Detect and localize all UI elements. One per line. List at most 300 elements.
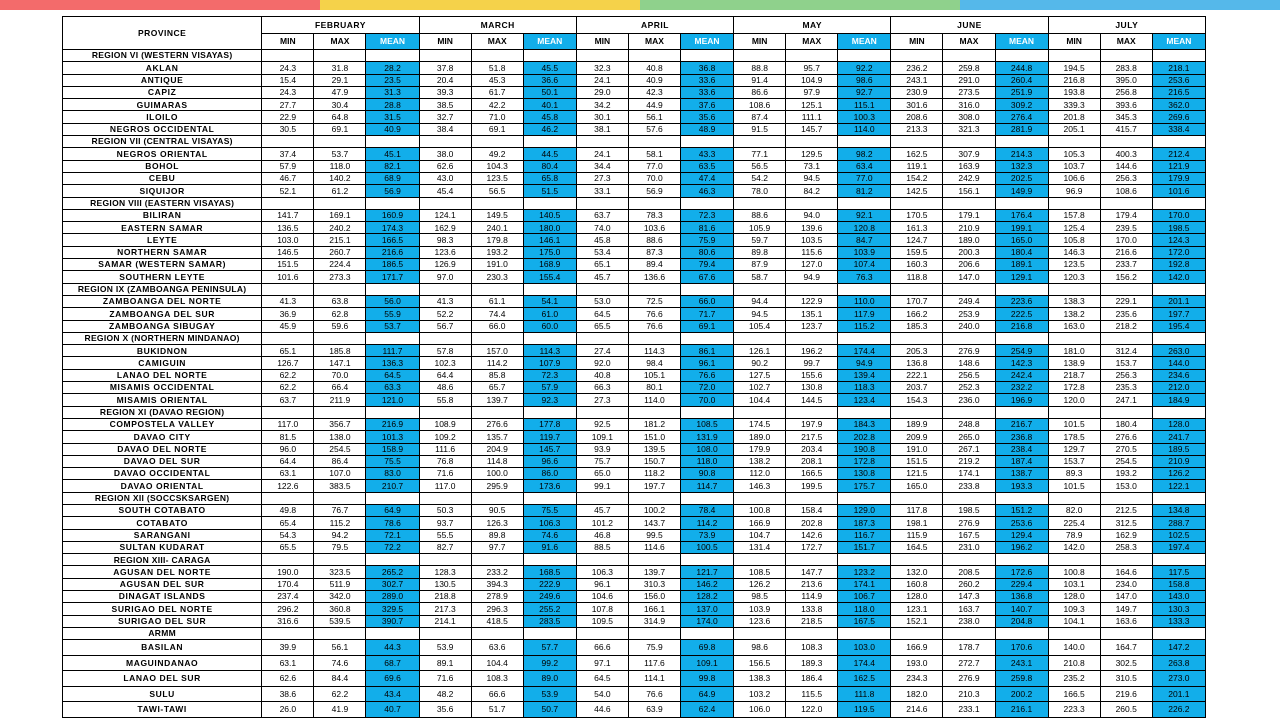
region-row-empty-cell — [262, 554, 314, 566]
table-row — [63, 99, 1206, 111]
region-row-empty-cell — [995, 627, 1048, 639]
value-cell-max: 85.8 — [471, 369, 523, 381]
region-row-empty-cell — [576, 197, 628, 209]
value-cell-min: 98.5 — [734, 591, 786, 603]
value-cell-max: 240.2 — [314, 222, 366, 234]
value-cell-mean: 172.0 — [1152, 246, 1205, 258]
region-row-empty-cell — [1048, 554, 1100, 566]
province-name: DINAGAT ISLANDS — [63, 591, 262, 603]
value-cell-min: 208.6 — [891, 111, 943, 123]
month-header-july: JULY — [1048, 17, 1205, 34]
region-row-empty-cell — [1100, 554, 1152, 566]
value-cell-mean: 118.3 — [838, 382, 891, 394]
table-row — [63, 455, 1206, 467]
value-cell-min: 88.5 — [576, 541, 628, 553]
value-cell-min: 136.5 — [262, 222, 314, 234]
value-cell-max: 66.0 — [471, 320, 523, 332]
value-cell-mean: 142.3 — [995, 357, 1048, 369]
value-cell-max: 140.2 — [314, 172, 366, 184]
value-cell-max: 206.6 — [943, 259, 995, 271]
value-cell-mean: 273.0 — [1152, 671, 1205, 687]
value-cell-max: 174.1 — [943, 468, 995, 480]
value-cell-max: 197.7 — [628, 480, 680, 492]
region-row-empty-cell — [681, 197, 734, 209]
value-cell-min: 82.0 — [1048, 504, 1100, 516]
value-cell-min: 105.3 — [1048, 148, 1100, 160]
value-cell-mean: 103.0 — [838, 640, 891, 656]
value-cell-mean: 259.8 — [995, 671, 1048, 687]
table-row — [63, 517, 1206, 529]
value-cell-min: 56.7 — [419, 320, 471, 332]
value-cell-min: 38.5 — [419, 99, 471, 111]
value-cell-min: 100.8 — [734, 504, 786, 516]
value-cell-mean: 114.3 — [523, 345, 576, 357]
province-name: MAGUINDANAO — [63, 655, 262, 671]
region-row-empty-cell — [314, 50, 366, 62]
value-cell-min: 26.0 — [262, 702, 314, 718]
value-cell-mean: 28.8 — [366, 99, 419, 111]
region-row-empty-cell — [366, 492, 419, 504]
value-cell-mean: 222.9 — [523, 578, 576, 590]
region-row-empty-cell — [891, 197, 943, 209]
value-cell-max: 144.5 — [786, 394, 838, 406]
value-cell-min: 121.5 — [891, 468, 943, 480]
value-cell-max: 253.9 — [943, 308, 995, 320]
value-cell-max: 118.2 — [628, 468, 680, 480]
region-header-row — [63, 627, 1206, 639]
value-cell-max: 123.7 — [786, 320, 838, 332]
region-row-empty-cell — [523, 332, 576, 344]
value-cell-mean: 56.0 — [366, 295, 419, 307]
subheader-march-max: MAX — [471, 34, 523, 50]
value-cell-mean: 36.8 — [681, 62, 734, 74]
value-cell-max: 265.0 — [943, 431, 995, 443]
value-cell-min: 55.8 — [419, 394, 471, 406]
value-cell-max: 360.8 — [314, 603, 366, 615]
region-row-empty-cell — [523, 197, 576, 209]
value-cell-mean: 124.3 — [1152, 234, 1205, 246]
value-cell-max: 77.0 — [628, 160, 680, 172]
value-cell-max: 295.9 — [471, 480, 523, 492]
value-cell-mean: 81.6 — [681, 222, 734, 234]
value-cell-min: 234.3 — [891, 671, 943, 687]
value-cell-mean: 90.8 — [681, 468, 734, 480]
value-cell-mean: 100.5 — [681, 541, 734, 553]
region-row-empty-cell — [419, 197, 471, 209]
top-bar-green-segment — [640, 0, 960, 10]
region-row-empty-cell — [576, 283, 628, 295]
value-cell-mean: 121.9 — [1152, 160, 1205, 172]
value-cell-min: 131.4 — [734, 541, 786, 553]
region-row-empty-cell — [734, 554, 786, 566]
value-cell-min: 172.8 — [1048, 382, 1100, 394]
value-cell-max: 356.7 — [314, 418, 366, 430]
value-cell-mean: 179.9 — [1152, 172, 1205, 184]
value-cell-min: 154.3 — [891, 394, 943, 406]
value-cell-min: 301.6 — [891, 99, 943, 111]
region-row-empty-cell — [786, 554, 838, 566]
value-cell-min: 92.0 — [576, 357, 628, 369]
province-name: SURIGAO DEL SUR — [63, 615, 262, 627]
subheader-may-max: MAX — [786, 34, 838, 50]
value-cell-mean: 131.9 — [681, 431, 734, 443]
value-cell-min: 94.4 — [734, 295, 786, 307]
region-row-empty-cell — [314, 197, 366, 209]
region-row-empty-cell — [1152, 492, 1205, 504]
table-row — [63, 603, 1206, 615]
value-cell-max: 63.9 — [628, 702, 680, 718]
value-cell-mean: 37.6 — [681, 99, 734, 111]
value-cell-min: 162.9 — [419, 222, 471, 234]
value-cell-mean: 170.6 — [995, 640, 1048, 656]
value-cell-mean: 117.9 — [838, 308, 891, 320]
province-name: AGUSAN DEL SUR — [63, 578, 262, 590]
value-cell-mean: 115.1 — [838, 99, 891, 111]
value-cell-max: 272.7 — [943, 655, 995, 671]
value-cell-min: 63.1 — [262, 468, 314, 480]
value-cell-min: 130.5 — [419, 578, 471, 590]
value-cell-mean: 64.9 — [681, 686, 734, 702]
region-row-empty-cell — [786, 197, 838, 209]
value-cell-max: 108.6 — [1100, 185, 1152, 197]
value-cell-mean: 171.7 — [366, 271, 419, 283]
value-cell-min: 141.7 — [262, 209, 314, 221]
value-cell-min: 39.9 — [262, 640, 314, 656]
value-cell-max: 169.1 — [314, 209, 366, 221]
region-row-empty-cell — [523, 406, 576, 418]
region-row-empty-cell — [576, 332, 628, 344]
region-row-empty-cell — [471, 554, 523, 566]
value-cell-min: 78.9 — [1048, 529, 1100, 541]
region-row-empty-cell — [1152, 283, 1205, 295]
value-cell-mean: 176.4 — [995, 209, 1048, 221]
value-cell-min: 86.6 — [734, 86, 786, 98]
region-row-empty-cell — [838, 283, 891, 295]
value-cell-max: 149.7 — [1100, 603, 1152, 615]
value-cell-max: 51.8 — [471, 62, 523, 74]
value-cell-max: 76.7 — [314, 504, 366, 516]
value-cell-min: 45.9 — [262, 320, 314, 332]
region-row-empty-cell — [1048, 332, 1100, 344]
value-cell-max: 115.2 — [314, 517, 366, 529]
value-cell-max: 56.9 — [628, 185, 680, 197]
province-name: COTABATO — [63, 517, 262, 529]
province-name: BOHOL — [63, 160, 262, 172]
value-cell-min: 57.9 — [262, 160, 314, 172]
value-cell-mean: 69.1 — [681, 320, 734, 332]
region-row-empty-cell — [419, 492, 471, 504]
value-cell-max: 208.1 — [786, 455, 838, 467]
value-cell-mean: 66.0 — [681, 295, 734, 307]
value-cell-max: 136.6 — [628, 271, 680, 283]
table-row — [63, 308, 1206, 320]
value-cell-min: 81.5 — [262, 431, 314, 443]
value-cell-min: 24.3 — [262, 86, 314, 98]
region-row-empty-cell — [1152, 406, 1205, 418]
value-cell-max: 151.0 — [628, 431, 680, 443]
subheader-july-min: MIN — [1048, 34, 1100, 50]
value-cell-min: 103.7 — [1048, 160, 1100, 172]
value-cell-min: 205.1 — [1048, 123, 1100, 135]
value-cell-max: 66.4 — [314, 382, 366, 394]
value-cell-min: 214.6 — [891, 702, 943, 718]
value-cell-min: 209.9 — [891, 431, 943, 443]
value-cell-mean: 218.1 — [1152, 62, 1205, 74]
value-cell-min: 164.5 — [891, 541, 943, 553]
value-cell-max: 114.1 — [628, 671, 680, 687]
table-row — [63, 529, 1206, 541]
value-cell-max: 259.8 — [943, 62, 995, 74]
value-cell-mean: 114.7 — [681, 480, 734, 492]
region-row-empty-cell — [1048, 406, 1100, 418]
value-cell-min: 62.2 — [262, 382, 314, 394]
region-row-empty-cell — [419, 50, 471, 62]
value-cell-max: 196.2 — [786, 345, 838, 357]
value-cell-mean: 78.4 — [681, 504, 734, 516]
subheader-july-mean: MEAN — [1152, 34, 1205, 50]
table-row — [63, 86, 1206, 98]
value-cell-mean: 122.1 — [1152, 480, 1205, 492]
value-cell-max: 86.4 — [314, 455, 366, 467]
value-cell-mean: 72.3 — [681, 209, 734, 221]
value-cell-min: 91.4 — [734, 74, 786, 86]
region-row-empty-cell — [995, 554, 1048, 566]
value-cell-max: 56.1 — [628, 111, 680, 123]
table-row — [63, 640, 1206, 656]
value-cell-mean: 23.5 — [366, 74, 419, 86]
subheader-march-min: MIN — [419, 34, 471, 50]
value-cell-min: 99.1 — [576, 480, 628, 492]
value-cell-min: 45.7 — [576, 504, 628, 516]
value-cell-min: 170.4 — [262, 578, 314, 590]
table-row — [63, 111, 1206, 123]
value-cell-min: 216.8 — [1048, 74, 1100, 86]
value-cell-min: 24.1 — [576, 74, 628, 86]
region-header-row — [63, 554, 1206, 566]
value-cell-max: 260.2 — [943, 578, 995, 590]
value-cell-min: 182.0 — [891, 686, 943, 702]
value-cell-mean: 187.3 — [838, 517, 891, 529]
province-name: LEYTE — [63, 234, 262, 246]
value-cell-max: 64.8 — [314, 111, 366, 123]
value-cell-max: 104.9 — [786, 74, 838, 86]
table-row — [63, 160, 1206, 172]
value-cell-min: 157.8 — [1048, 209, 1100, 221]
value-cell-mean: 83.0 — [366, 468, 419, 480]
value-cell-min: 30.5 — [262, 123, 314, 135]
value-cell-mean: 338.4 — [1152, 123, 1205, 135]
value-cell-max: 66.6 — [471, 686, 523, 702]
province-name: DAVAO ORIENTAL — [63, 480, 262, 492]
region-row-empty-cell — [576, 627, 628, 639]
value-cell-min: 101.5 — [1048, 480, 1100, 492]
value-cell-min: 50.3 — [419, 504, 471, 516]
province-name: TAWI-TAWI — [63, 702, 262, 718]
value-cell-min: 44.6 — [576, 702, 628, 718]
value-cell-max: 97.7 — [471, 541, 523, 553]
value-cell-max: 69.1 — [314, 123, 366, 135]
value-cell-min: 38.0 — [419, 148, 471, 160]
province-name: NORTHERN SAMAR — [63, 246, 262, 258]
value-cell-max: 107.0 — [314, 468, 366, 480]
table-row — [63, 418, 1206, 430]
region-row-empty-cell — [471, 283, 523, 295]
value-cell-max: 213.6 — [786, 578, 838, 590]
region-row-empty-cell — [1152, 332, 1205, 344]
value-cell-min: 102.7 — [734, 382, 786, 394]
value-cell-max: 70.0 — [314, 369, 366, 381]
value-cell-min: 210.8 — [1048, 655, 1100, 671]
province-name: DAVAO CITY — [63, 431, 262, 443]
table-row — [63, 615, 1206, 627]
region-row-empty-cell — [891, 554, 943, 566]
value-cell-min: 123.6 — [734, 615, 786, 627]
value-cell-mean: 40.1 — [523, 99, 576, 111]
value-cell-min: 96.9 — [1048, 185, 1100, 197]
value-cell-mean: 202.5 — [995, 172, 1048, 184]
region-label: ARMM — [63, 627, 262, 639]
value-cell-mean: 174.4 — [838, 655, 891, 671]
region-row-empty-cell — [523, 283, 576, 295]
value-cell-mean: 92.3 — [523, 394, 576, 406]
subheader-february-max: MAX — [314, 34, 366, 50]
value-cell-max: 200.3 — [943, 246, 995, 258]
value-cell-min: 109.1 — [576, 431, 628, 443]
value-cell-min: 52.2 — [419, 308, 471, 320]
value-cell-mean: 60.0 — [523, 320, 576, 332]
value-cell-mean: 110.0 — [838, 295, 891, 307]
value-cell-mean: 201.1 — [1152, 686, 1205, 702]
region-label: REGION VII (CENTRAL VISAYAS) — [63, 136, 262, 148]
value-cell-max: 235.6 — [1100, 308, 1152, 320]
region-row-empty-cell — [786, 283, 838, 295]
value-cell-min: 29.0 — [576, 86, 628, 98]
value-cell-max: 276.9 — [943, 517, 995, 529]
value-cell-mean: 136.8 — [995, 591, 1048, 603]
value-cell-max: 100.2 — [628, 504, 680, 516]
value-cell-min: 136.8 — [891, 357, 943, 369]
value-cell-mean: 103.9 — [838, 246, 891, 258]
value-cell-max: 138.0 — [314, 431, 366, 443]
value-cell-max: 323.5 — [314, 566, 366, 578]
value-cell-min: 153.7 — [1048, 455, 1100, 467]
subheader-june-max: MAX — [943, 34, 995, 50]
value-cell-mean: 254.9 — [995, 345, 1048, 357]
value-cell-mean: 196.2 — [995, 541, 1048, 553]
value-cell-max: 212.5 — [1100, 504, 1152, 516]
table-row — [63, 369, 1206, 381]
value-cell-min: 100.8 — [1048, 566, 1100, 578]
value-cell-max: 242.9 — [943, 172, 995, 184]
region-label: REGION VI (WESTERN VISAYAS) — [63, 50, 262, 62]
value-cell-max: 273.3 — [314, 271, 366, 283]
value-cell-min: 63.7 — [576, 209, 628, 221]
value-cell-min: 126.7 — [262, 357, 314, 369]
region-row-empty-cell — [1048, 136, 1100, 148]
value-cell-mean: 33.6 — [681, 74, 734, 86]
value-cell-mean: 253.6 — [995, 517, 1048, 529]
value-cell-min: 89.1 — [419, 655, 471, 671]
region-row-empty-cell — [734, 136, 786, 148]
value-cell-max: 150.7 — [628, 455, 680, 467]
value-cell-mean: 238.4 — [995, 443, 1048, 455]
value-cell-mean: 98.6 — [838, 74, 891, 86]
table-row — [63, 259, 1206, 271]
value-cell-mean: 281.9 — [995, 123, 1048, 135]
value-cell-max: 123.5 — [471, 172, 523, 184]
region-row-empty-cell — [471, 627, 523, 639]
value-cell-min: 104.6 — [576, 591, 628, 603]
value-cell-mean: 139.4 — [838, 369, 891, 381]
province-name: SOUTHERN LEYTE — [63, 271, 262, 283]
value-cell-mean: 98.2 — [838, 148, 891, 160]
value-cell-min: 48.2 — [419, 686, 471, 702]
value-cell-min: 93.9 — [576, 443, 628, 455]
region-row-empty-cell — [314, 406, 366, 418]
value-cell-max: 234.0 — [1100, 578, 1152, 590]
value-cell-mean: 138.7 — [995, 468, 1048, 480]
province-name: CAPIZ — [63, 86, 262, 98]
value-cell-max: 400.3 — [1100, 148, 1152, 160]
value-cell-max: 122.9 — [786, 295, 838, 307]
value-cell-min: 191.0 — [891, 443, 943, 455]
table-row — [63, 271, 1206, 283]
region-row-empty-cell — [523, 136, 576, 148]
region-row-empty-cell — [576, 50, 628, 62]
value-cell-min: 71.6 — [419, 468, 471, 480]
value-cell-max: 155.6 — [786, 369, 838, 381]
value-cell-min: 15.4 — [262, 74, 314, 86]
value-cell-mean: 140.5 — [523, 209, 576, 221]
value-cell-min: 56.5 — [734, 160, 786, 172]
value-cell-min: 138.3 — [1048, 295, 1100, 307]
region-header-row — [63, 136, 1206, 148]
value-cell-min: 30.1 — [576, 111, 628, 123]
region-row-empty-cell — [628, 492, 680, 504]
region-row-empty-cell — [943, 197, 995, 209]
value-cell-min: 53.4 — [576, 246, 628, 258]
value-cell-max: 111.1 — [786, 111, 838, 123]
region-row-empty-cell — [471, 492, 523, 504]
region-row-empty-cell — [838, 197, 891, 209]
value-cell-min: 65.1 — [262, 345, 314, 357]
value-cell-min: 46.7 — [262, 172, 314, 184]
value-cell-min: 108.9 — [419, 418, 471, 430]
value-cell-min: 124.1 — [419, 209, 471, 221]
value-cell-min: 189.0 — [734, 431, 786, 443]
region-header-row — [63, 50, 1206, 62]
value-cell-min: 217.3 — [419, 603, 471, 615]
value-cell-min: 98.3 — [419, 234, 471, 246]
value-cell-min: 101.5 — [1048, 418, 1100, 430]
region-row-empty-cell — [419, 627, 471, 639]
value-cell-max: 117.6 — [628, 655, 680, 671]
region-row-empty-cell — [1152, 554, 1205, 566]
value-cell-max: 278.9 — [471, 591, 523, 603]
value-cell-max: 42.2 — [471, 99, 523, 111]
table-row — [63, 357, 1206, 369]
value-cell-min: 205.3 — [891, 345, 943, 357]
value-cell-max: 163.9 — [943, 160, 995, 172]
subheader-july-max: MAX — [1100, 34, 1152, 50]
value-cell-min: 237.4 — [262, 591, 314, 603]
value-cell-min: 37.8 — [419, 62, 471, 74]
value-cell-min: 22.9 — [262, 111, 314, 123]
value-cell-max: 95.7 — [786, 62, 838, 74]
value-cell-max: 296.3 — [471, 603, 523, 615]
region-row-empty-cell — [314, 136, 366, 148]
value-cell-max: 139.7 — [471, 394, 523, 406]
